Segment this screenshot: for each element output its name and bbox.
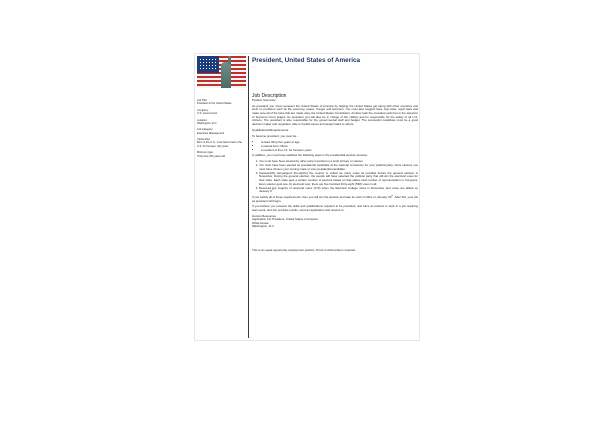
detail-label: Company:	[197, 108, 209, 112]
list-item: • a resident of the U.S. for fourteen years	[261, 149, 418, 153]
apply-paragraph: If you believe you possess the skills and qualifications required to be president, and have an interest to work in a job requiring team work, and can produce results, send an application and resume to:	[252, 204, 418, 212]
page-title: President, United States of America	[252, 57, 361, 64]
closing-text: If you satisfy all of these requirements, then you will win the election and take an oath of office on January 20	[252, 194, 392, 199]
detail-label: Job Title:	[197, 99, 208, 102]
closing-text-end: . After this, your job as president will begin.	[252, 194, 418, 203]
address-line: White House	[252, 220, 269, 225]
flag-canton	[197, 56, 219, 73]
list-item: 2. You must have been elected as presidential candidate at the national convention for your political party. Once elected, you must have chosen your running mate or vice presidential candidate.	[259, 164, 418, 171]
election-steps-list	[252, 160, 418, 194]
ordinal-suffix: th	[391, 194, 394, 197]
detail-value: Executive Management	[197, 131, 225, 135]
mailing-address	[252, 215, 418, 229]
detail-location	[197, 119, 247, 126]
qualifications-label: Qualifications/Requirements:	[252, 128, 289, 133]
job-details	[197, 99, 247, 161]
main-content	[252, 56, 418, 255]
detail-value: Washington, D.C.	[197, 121, 218, 125]
list-item: • a natural born citizen	[261, 145, 418, 149]
qualifications-list	[252, 141, 418, 153]
detail-minimum-age	[197, 151, 247, 158]
vertical-divider	[248, 56, 249, 338]
detail-value: Thirty-five (35) years old	[197, 154, 225, 158]
detail-label: Job Category:	[197, 128, 214, 132]
detail-job-category	[197, 128, 247, 135]
torch-arm	[228, 56, 231, 64]
job-description-body	[252, 99, 418, 253]
address-line: Application For President, United States of America	[252, 217, 318, 222]
detail-value: U.S. Government	[197, 112, 218, 116]
detail-label: Location:	[197, 118, 208, 122]
list-item	[259, 187, 418, 194]
address-line: Human Resources	[252, 213, 276, 218]
footer-note: This is an equal opportunity employment position. Proof of citizenship is required.	[252, 248, 356, 253]
detail-job-title	[197, 99, 247, 106]
position-summary-label: Position Summary:	[252, 98, 277, 102]
detail-label: Minimum Age:	[197, 151, 214, 155]
detail-label: Citizenship:	[197, 138, 211, 142]
position-summary-text: As president you must represent the United States of America by helping the United States get along with other countries and work on problems such as the economy, peace, hunger and terrorism. You must also suggest laws, sign laws, reject laws and make sure all of the laws that are made obey the United States Constitution. Another task the president performs is the selection of Supreme Court judges. As president you will also be in charge of the military and be responsible for the safety of all U.S. citizens. The president is also responsible for the governmental staff and budget. The successful candidate must be a good decision maker and negotiator, able to handle stress and assign tasks to others.	[252, 103, 418, 126]
step-text: Received the majority of electoral votes (270) when the Electoral College votes in December and votes are tallied on January 6	[259, 185, 418, 194]
detail-value: Born in the U.S., must have lived in the U.S. for fourteen (14) years	[197, 141, 242, 148]
list-item: 3. Successfully campaigned throughout the country to collect as many votes as possible before the general election in November. During the general election, the people will have selected the political party that will win the electoral votes for their state. Each state gets a certain number of electors based on that states total number of representation in Congress. Every elector gets one (1) electoral vote; there are five hundred thirty-eight (538) votes in all.	[259, 172, 418, 186]
sidebar	[195, 54, 247, 340]
statue-of-liberty-figure	[221, 62, 231, 88]
flag-statue-of-liberty-image	[197, 56, 246, 88]
qualifications-intro: To become president, you must be...	[252, 133, 299, 138]
closing-paragraph	[252, 196, 418, 203]
detail-company	[197, 109, 247, 116]
detail-citizenship	[197, 138, 247, 148]
resume-page	[194, 53, 420, 341]
process-intro: In addition, you must have satisfied the following steps in the presidential election process:	[252, 153, 368, 158]
detail-value: President of the United States	[197, 102, 232, 106]
ordinal-suffix: th	[271, 189, 274, 192]
section-heading: Job Description	[252, 93, 287, 99]
step-end: .	[273, 189, 275, 194]
list-item: 1. You must have been elected by other party members in a local primary or caucus.	[259, 160, 418, 164]
address-line: Washington, D.C.	[252, 224, 275, 229]
list-item: • at least thirty-five years of age	[261, 141, 418, 145]
